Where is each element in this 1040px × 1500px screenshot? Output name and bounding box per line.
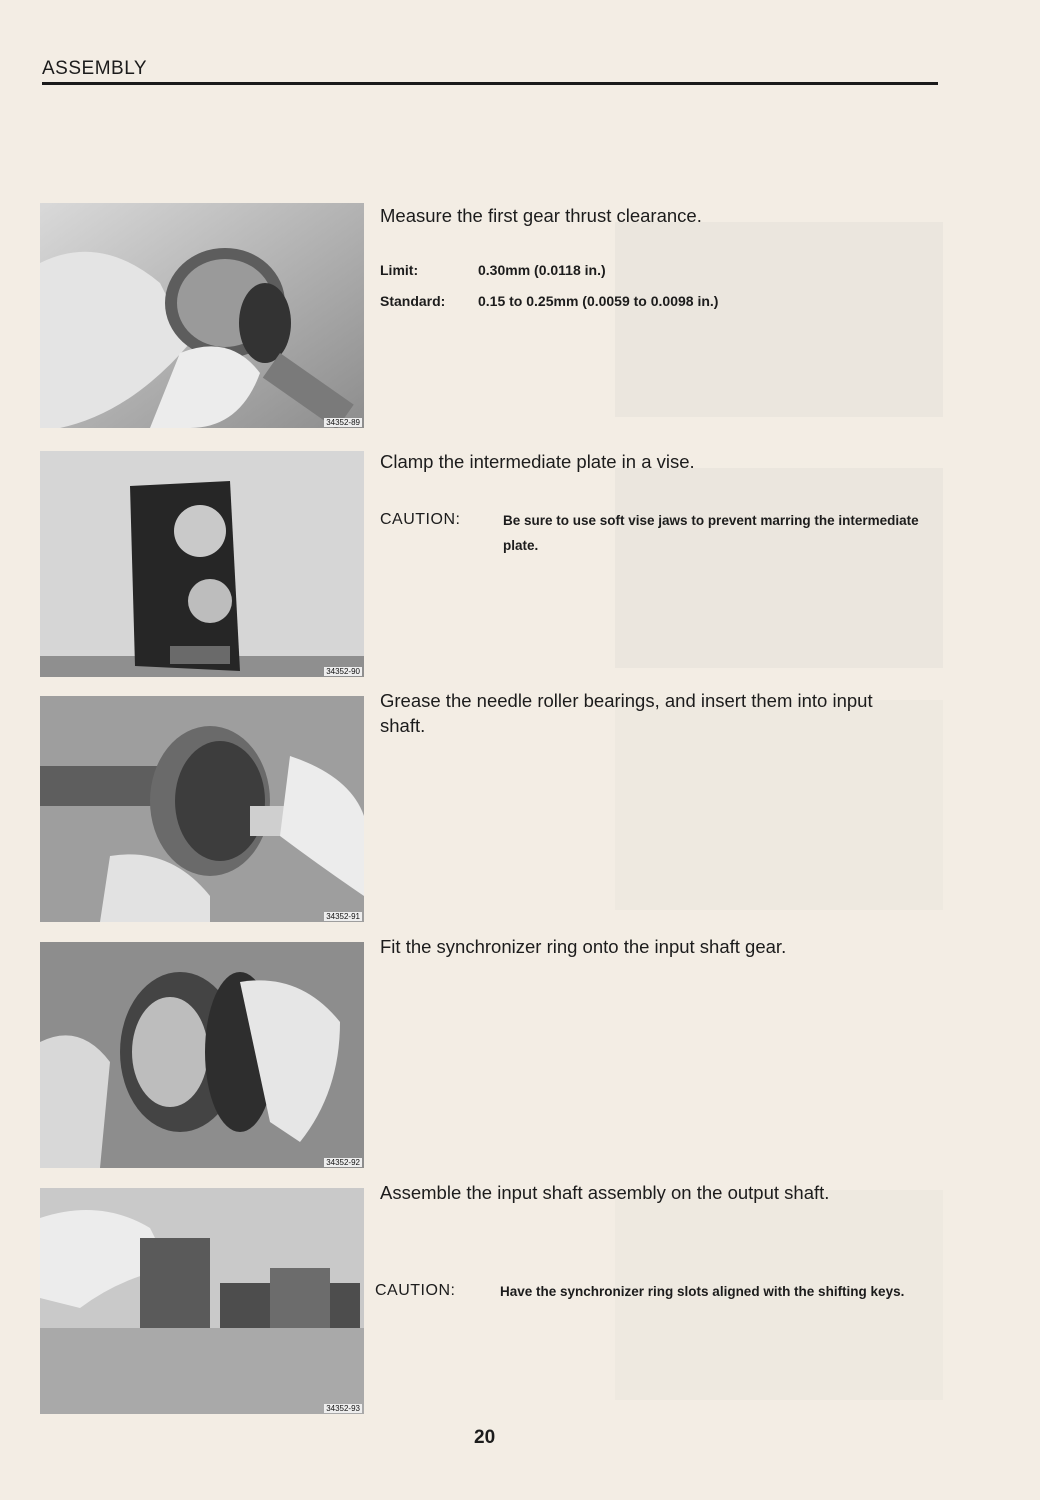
bleed-through-panel — [615, 222, 943, 417]
spec-value: 0.15 to 0.25mm (0.0059 to 0.0098 in.) — [478, 293, 719, 309]
photo-id-label: 34352-92 — [326, 1158, 360, 1167]
step-title: Fit the synchronizer ring onto the input shaft gear. — [380, 936, 787, 957]
synchronizer-photo-illustration — [40, 942, 364, 1168]
photo-input-shaft-assembly — [40, 1188, 364, 1414]
photo-id-label: 34352-91 — [326, 912, 360, 921]
header-rule — [42, 82, 938, 85]
caution-block — [375, 1282, 920, 1304]
spec-value: 0.30mm (0.0118 in.) — [478, 262, 606, 278]
photo-synchronizer-ring — [40, 942, 364, 1168]
spec-row-standard — [380, 293, 718, 309]
bleed-through-panel — [615, 468, 943, 668]
step-title: Assemble the input shaft assembly on the output shaft. — [380, 1182, 830, 1203]
caution-text: Have the synchronizer ring slots aligned with the shifting keys. — [500, 1284, 905, 1299]
photo-id-label: 34352-89 — [326, 418, 360, 427]
shaft-assembly-photo-illustration — [40, 1188, 364, 1414]
step-title: Measure the first gear thrust clearance. — [380, 205, 702, 226]
caution-label: CAUTION: — [375, 1282, 456, 1299]
photo-id-label: 34352-93 — [326, 1404, 360, 1413]
step-title: Grease the needle roller bearings, and insert them into input shaft. — [380, 690, 873, 736]
photo-needle-roller-bearings — [40, 696, 364, 922]
caution-block — [380, 511, 923, 558]
photo-measure-thrust-clearance — [40, 203, 364, 428]
spec-label: Standard: — [380, 293, 446, 309]
caution-text: Be sure to use soft vise jaws to prevent marring the intermediate plate. — [503, 513, 919, 553]
bearing-photo-illustration — [40, 696, 364, 922]
plate-photo-illustration — [40, 451, 364, 677]
spec-label: Limit: — [380, 262, 419, 278]
photo-id-label: 34352-90 — [326, 667, 360, 676]
photo-intermediate-plate-vise — [40, 451, 364, 677]
section-header: ASSEMBLY — [42, 58, 148, 79]
step-title: Clamp the intermediate plate in a vise. — [380, 451, 695, 472]
caution-label: CAUTION: — [380, 511, 461, 528]
gear-photo-illustration — [40, 203, 364, 428]
spec-row-limit — [380, 262, 606, 278]
page-number: 20 — [474, 1427, 496, 1448]
